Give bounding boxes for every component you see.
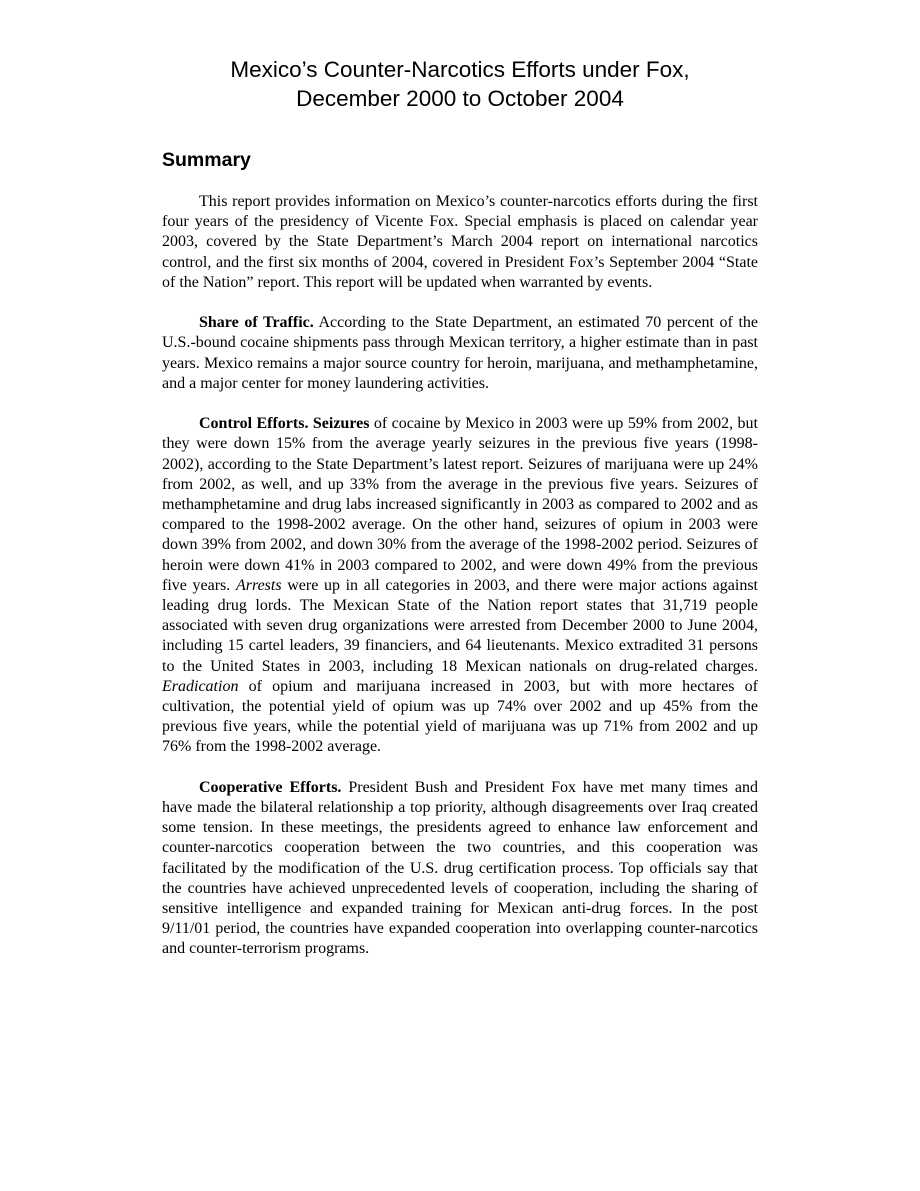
document-title [162,55,758,113]
arrests-term: Arrests [235,576,282,594]
control-efforts-paragraph [162,414,758,757]
summary-body [162,192,758,980]
cooperative-efforts-lead: Cooperative Efforts. [199,778,342,796]
summary-heading: Summary [162,149,251,171]
title-line-2: December 2000 to October 2004 [296,86,624,111]
share-of-traffic-paragraph [162,313,758,394]
arrests-text: were up in all categories in 2003, and there were major actions against leading drug lords. The Mexican State of the Nation report states that 31,719 people associated with seven drug organizations were arrested from December 2000 to June 2004, including 15 cartel leaders, 39 financiers, and 64 lieutenants. Mexico extradited 31 persons to the United States in 2003, including 18 Mexican nationals on drug-related charges. [162,576,758,675]
eradication-term: Eradication [162,677,239,695]
control-efforts-lead: Control Efforts. [199,415,309,433]
intro-paragraph [162,192,758,293]
seizures-text: of cocaine by Mexico in 2003 were up 59% from 2002, but they were down 15% from the average yearly seizures in the previous five years (1998-2002), according to the State Department’s latest report. Seizures of marijuana were up 24% from 2002, as well, and up 33% from the average in the previous five years. Seizures of methamphetamine and drug labs increased significantly in 2003 as compared to 2002 and as compared to the 1998-2002 average. On the other hand, seizures of opium in 2003 were down 39% from 2002, and down 30% from the average of the 1998-2002 period. Seizures of heroin were down 41% in 2003 compared to 2002, and were down 49% from the previous five years. [162,415,758,594]
title-line-1: Mexico’s Counter-Narcotics Efforts under Fox, [230,57,690,82]
intro-text: This report provides information on Mexico’s counter-narcotics efforts during the first four years of the presidency of Vicente Fox. Special emphasis is placed on calendar year 2003, covered by the State Department’s March 2004 report on international narcotics control, and the first six months of 2004, covered in President Fox’s September 2004 “State of the Nation” report. This report will be updated when warranted by events. [162,193,758,291]
cooperative-efforts-paragraph [162,778,758,960]
share-of-traffic-text: According to the State Department, an estimated 70 percent of the U.S.-bound cocaine shipments pass through Mexican territory, a higher estimate than in past years. Mexico remains a major source country for heroin, marijuana, and methamphetamine, and a major center for money laundering activities. [162,314,758,392]
cooperative-efforts-text: President Bush and President Fox have met many times and have made the bilateral relationship a top priority, although disagreements over Iraq created some tension. In these meetings, the presidents agreed to enhance law enforcement and counter-narcotics cooperation between the two countries, and this cooperation was facilitated by the modification of the U.S. drug certification process. Top officials say that the countries have achieved unprecedented levels of cooperation, including the sharing of sensitive intelligence and expanded training for Mexican anti-drug forces. In the post 9/11/01 period, the countries have expanded cooperation into overlapping counter-narcotics and counter-terrorism programs. [162,778,759,958]
eradication-text: of opium and marijuana increased in 2003, but with more hectares of cultivation, the potential yield of opium was up 74% over 2002 and up 45% from the previous five years, while the potential yield of marijuana was up 71% from 2002 and up 76% from the 1998-2002 average. [162,677,758,756]
seizures-term: Seizures [312,415,370,433]
share-of-traffic-lead: Share of Traffic. [199,314,314,332]
